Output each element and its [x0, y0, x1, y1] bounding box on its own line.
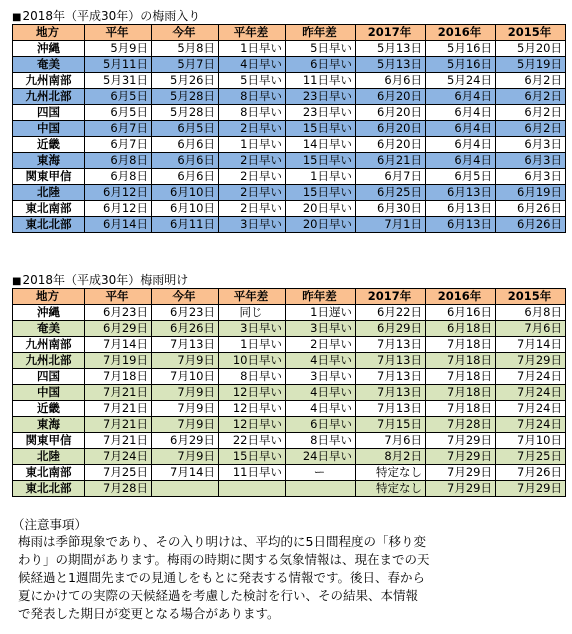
date-cell: 7月28日 [85, 481, 152, 497]
date-cell: 7月24日 [496, 385, 566, 401]
date-cell: 7月29日 [426, 449, 496, 465]
region-cell: 北陸 [13, 449, 85, 465]
date-cell: 6月25日 [356, 185, 426, 201]
region-cell: 東北南部 [13, 201, 85, 217]
date-cell: 6月7日 [85, 137, 152, 153]
date-cell: 6月7日 [356, 169, 426, 185]
date-cell: 12日早い [219, 385, 286, 401]
date-cell: 7月29日 [496, 353, 566, 369]
date-cell: 6月8日 [85, 153, 152, 169]
date-cell: 7月18日 [426, 369, 496, 385]
date-cell: 6月26日 [496, 201, 566, 217]
date-cell: 7月14日 [152, 465, 219, 481]
date-cell: 6月3日 [496, 153, 566, 169]
date-cell: 7月24日 [85, 449, 152, 465]
date-cell: 7月14日 [496, 337, 566, 353]
date-cell: 6月12日 [85, 201, 152, 217]
table-row [13, 217, 566, 233]
date-cell: 6月4日 [426, 137, 496, 153]
date-cell: 22日早い [219, 433, 286, 449]
date-cell: 15日早い [286, 121, 356, 137]
date-cell: 1日早い [219, 137, 286, 153]
column-header: 平年差 [219, 289, 286, 305]
date-cell: 7月18日 [426, 401, 496, 417]
notes-line: 候経過と1週間先までの見通しをもとに発表する情報です。後日、春から [18, 570, 425, 585]
date-cell: 7月13日 [356, 353, 426, 369]
date-cell: 7月10日 [496, 433, 566, 449]
region-cell: 関東甲信 [13, 169, 85, 185]
date-cell: 6月2日 [496, 105, 566, 121]
notes-line: 夏にかけての実際の天候経過を考慮した検討を行い、その結果、本情報 [18, 588, 419, 603]
date-cell: 2日早い [219, 185, 286, 201]
date-cell: 7月29日 [426, 481, 496, 497]
table-row [13, 89, 566, 105]
date-cell: 1日早い [286, 169, 356, 185]
date-cell: 1日早い [219, 337, 286, 353]
date-cell: 7月18日 [426, 353, 496, 369]
date-cell: 7月18日 [426, 385, 496, 401]
date-cell: 6月4日 [426, 89, 496, 105]
date-cell: 8月2日 [356, 449, 426, 465]
date-cell: 6月4日 [426, 121, 496, 137]
date-cell: 6月29日 [356, 321, 426, 337]
date-cell: 6月30日 [356, 201, 426, 217]
date-cell: 6月2日 [496, 121, 566, 137]
date-cell: 3日早い [219, 217, 286, 233]
column-header: 平年 [85, 289, 152, 305]
region-cell: 四国 [13, 369, 85, 385]
region-cell: 四国 [13, 105, 85, 121]
date-cell: 6月19日 [496, 185, 566, 201]
date-cell: 6月20日 [356, 137, 426, 153]
date-cell: 8日早い [286, 433, 356, 449]
date-cell: 6月6日 [152, 153, 219, 169]
date-cell: 8日早い [219, 89, 286, 105]
table-row [13, 337, 566, 353]
date-cell: 5月8日 [152, 41, 219, 57]
rainy-season-start-section [12, 8, 565, 233]
date-cell: 6月10日 [152, 185, 219, 201]
date-cell: 6月13日 [426, 201, 496, 217]
region-cell: 九州北部 [13, 89, 85, 105]
date-cell: 7月13日 [356, 385, 426, 401]
date-cell: 6月21日 [356, 153, 426, 169]
rainy-season-end-title-text: 2018年（平成30年）梅雨明け [22, 273, 189, 287]
date-cell: 7月6日 [496, 321, 566, 337]
date-cell: 6月7日 [85, 121, 152, 137]
date-cell: 6月6日 [356, 73, 426, 89]
date-cell: 7月13日 [152, 337, 219, 353]
date-cell: 6月14日 [85, 217, 152, 233]
region-cell: 九州南部 [13, 73, 85, 89]
date-cell: 5月7日 [152, 57, 219, 73]
date-cell: 6月23日 [85, 305, 152, 321]
date-cell: 7月29日 [426, 465, 496, 481]
region-cell: 奄美 [13, 321, 85, 337]
date-cell: 7月9日 [152, 449, 219, 465]
date-cell: 8日早い [219, 369, 286, 385]
date-cell: 15日早い [286, 185, 356, 201]
column-header: 2015年 [496, 289, 566, 305]
date-cell: 1日早い [219, 41, 286, 57]
table-row [13, 369, 566, 385]
date-cell: 5月31日 [85, 73, 152, 89]
table-row [13, 169, 566, 185]
date-cell: 6月5日 [152, 121, 219, 137]
date-cell: 7月15日 [356, 417, 426, 433]
date-cell: 6月5日 [426, 169, 496, 185]
date-cell: 11日早い [219, 465, 286, 481]
date-cell: 6月3日 [496, 169, 566, 185]
square-bullet-icon: ■ [12, 12, 22, 23]
date-cell: 2日早い [219, 153, 286, 169]
date-cell: 7月28日 [426, 417, 496, 433]
date-cell: 7月13日 [356, 369, 426, 385]
date-cell: 4日早い [286, 385, 356, 401]
date-cell: 3日早い [219, 321, 286, 337]
date-cell: 7月9日 [152, 385, 219, 401]
date-cell: 7月9日 [152, 417, 219, 433]
date-cell: 7月13日 [356, 401, 426, 417]
notes-header: （注意事項） [12, 517, 88, 532]
date-cell: 6月6日 [152, 137, 219, 153]
date-cell: 7月21日 [85, 417, 152, 433]
date-cell: 7月13日 [356, 337, 426, 353]
date-cell: 6月4日 [426, 153, 496, 169]
region-cell: 中国 [13, 385, 85, 401]
table-row [13, 321, 566, 337]
date-cell [286, 481, 356, 497]
date-cell: 23日早い [286, 89, 356, 105]
date-cell: 14日早い [286, 137, 356, 153]
date-cell: 7月29日 [426, 433, 496, 449]
date-cell: 6日早い [286, 417, 356, 433]
date-cell: 6月22日 [356, 305, 426, 321]
date-cell: 3日早い [286, 321, 356, 337]
column-header: 2017年 [356, 289, 426, 305]
table-header-row [13, 289, 566, 305]
date-cell: 7月24日 [496, 401, 566, 417]
date-cell: 2日早い [286, 337, 356, 353]
date-cell: 7月18日 [426, 337, 496, 353]
date-cell: 6月23日 [152, 305, 219, 321]
date-cell: 6月13日 [426, 185, 496, 201]
date-cell: 8日早い [219, 105, 286, 121]
table-row [13, 353, 566, 369]
column-header: 地方 [13, 289, 85, 305]
date-cell: 5月26日 [152, 73, 219, 89]
date-cell: 6月8日 [496, 305, 566, 321]
date-cell: 6月4日 [426, 105, 496, 121]
date-cell: 特定なし [356, 465, 426, 481]
date-cell: 5月19日 [496, 57, 566, 73]
date-cell: 10日早い [219, 353, 286, 369]
date-cell: 7月25日 [496, 449, 566, 465]
column-header: 2016年 [426, 25, 496, 41]
date-cell: 6月2日 [496, 73, 566, 89]
date-cell: 6月29日 [85, 321, 152, 337]
date-cell: 7月21日 [85, 401, 152, 417]
date-cell: 1日遅い [286, 305, 356, 321]
column-header: 2017年 [356, 25, 426, 41]
date-cell: 6月6日 [152, 169, 219, 185]
date-cell: 20日早い [286, 201, 356, 217]
date-cell: 7月21日 [85, 433, 152, 449]
date-cell: 24日早い [286, 449, 356, 465]
date-cell: 5月20日 [496, 41, 566, 57]
table-row [13, 201, 566, 217]
date-cell: 20日早い [286, 217, 356, 233]
region-cell: 奄美 [13, 57, 85, 73]
rainy-season-end-section [12, 272, 565, 497]
date-cell: 特定なし [356, 481, 426, 497]
date-cell: 7月21日 [85, 385, 152, 401]
rainy-season-start-title [12, 8, 565, 24]
date-cell: 6月3日 [496, 137, 566, 153]
date-cell: 6月12日 [85, 185, 152, 201]
rainy-season-start-table [12, 24, 566, 233]
square-bullet-icon: ■ [12, 276, 22, 287]
table-row [13, 305, 566, 321]
date-cell: 2日早い [219, 121, 286, 137]
column-header: 2015年 [496, 25, 566, 41]
date-cell: 5月16日 [426, 57, 496, 73]
date-cell: 7月1日 [356, 217, 426, 233]
date-cell: 5日早い [286, 41, 356, 57]
region-cell: 関東甲信 [13, 433, 85, 449]
date-cell: 6月8日 [85, 169, 152, 185]
date-cell: 15日早い [219, 449, 286, 465]
region-cell: 中国 [13, 121, 85, 137]
date-cell: 6月11日 [152, 217, 219, 233]
table-row [13, 121, 566, 137]
table-row [13, 57, 566, 73]
region-cell: 東北南部 [13, 465, 85, 481]
date-cell: 4日早い [219, 57, 286, 73]
date-cell: 6月26日 [496, 217, 566, 233]
table-row [13, 385, 566, 401]
date-cell: 7月6日 [356, 433, 426, 449]
table-row [13, 73, 566, 89]
region-cell: 近畿 [13, 137, 85, 153]
table-row [13, 433, 566, 449]
date-cell: 3日早い [286, 369, 356, 385]
region-cell: 東海 [13, 153, 85, 169]
date-cell: 4日早い [286, 353, 356, 369]
date-cell: 6月2日 [496, 89, 566, 105]
date-cell: 5月24日 [426, 73, 496, 89]
column-header: 昨年差 [286, 289, 356, 305]
rainy-season-end-title [12, 272, 565, 288]
date-cell: 6月18日 [426, 321, 496, 337]
date-cell: 6月16日 [426, 305, 496, 321]
region-cell: 沖縄 [13, 41, 85, 57]
notes-line: わり」の期間があります。梅雨の時期に関する気象情報は、現在までの天 [18, 552, 430, 567]
date-cell: 6月29日 [152, 433, 219, 449]
column-header: 地方 [13, 25, 85, 41]
date-cell [219, 481, 286, 497]
notes-line: で発表した期日が変更となる場合があります。 [18, 606, 280, 621]
date-cell: 12日早い [219, 401, 286, 417]
date-cell: 15日早い [286, 153, 356, 169]
date-cell: 2日早い [219, 201, 286, 217]
region-cell: 東北北部 [13, 217, 85, 233]
column-header: 今年 [152, 289, 219, 305]
region-cell: 九州南部 [13, 337, 85, 353]
table-row [13, 465, 566, 481]
date-cell: 7月29日 [496, 481, 566, 497]
date-cell: 5月28日 [152, 89, 219, 105]
table-row [13, 153, 566, 169]
table-row [13, 401, 566, 417]
date-cell: 7月24日 [496, 417, 566, 433]
date-cell: 23日早い [286, 105, 356, 121]
column-header: 平年差 [219, 25, 286, 41]
date-cell: 7月25日 [85, 465, 152, 481]
date-cell: 6月13日 [426, 217, 496, 233]
date-cell: 6月10日 [152, 201, 219, 217]
notes-line: 梅雨は季節現象であり、その入り明けは、平均的に5日間程度の「移り変 [18, 534, 426, 549]
date-cell: 5月11日 [85, 57, 152, 73]
date-cell: 7月19日 [85, 353, 152, 369]
date-cell: 7月9日 [152, 353, 219, 369]
notes-body [12, 533, 562, 623]
region-cell: 近畿 [13, 401, 85, 417]
date-cell: 7月24日 [496, 369, 566, 385]
date-cell: 12日早い [219, 417, 286, 433]
column-header: 平年 [85, 25, 152, 41]
date-cell: 6月5日 [85, 89, 152, 105]
table-row [13, 137, 566, 153]
date-cell: 6月20日 [356, 89, 426, 105]
date-cell: 7月18日 [85, 369, 152, 385]
table-row [13, 105, 566, 121]
date-cell: 5月28日 [152, 105, 219, 121]
region-cell: 東海 [13, 417, 85, 433]
region-cell: 九州北部 [13, 353, 85, 369]
region-cell: 東北北部 [13, 481, 85, 497]
date-cell [152, 481, 219, 497]
date-cell: 5日早い [219, 73, 286, 89]
rainy-season-end-table [12, 288, 566, 497]
column-header: 昨年差 [286, 25, 356, 41]
date-cell: 6月26日 [152, 321, 219, 337]
table-row [13, 481, 566, 497]
date-cell: 7月26日 [496, 465, 566, 481]
table-row [13, 449, 566, 465]
date-cell: 7月10日 [152, 369, 219, 385]
date-cell: 5月13日 [356, 41, 426, 57]
table-row [13, 185, 566, 201]
date-cell: 2日早い [219, 169, 286, 185]
notes-section [12, 517, 562, 623]
rainy-season-start-title-text: 2018年（平成30年）の梅雨入り [22, 9, 201, 23]
date-cell: 6日早い [286, 57, 356, 73]
table-row [13, 417, 566, 433]
date-cell: 5月16日 [426, 41, 496, 57]
table-header-row [13, 25, 566, 41]
date-cell: 11日早い [286, 73, 356, 89]
date-cell: 6月20日 [356, 105, 426, 121]
date-cell: 7月14日 [85, 337, 152, 353]
date-cell: 6月20日 [356, 121, 426, 137]
column-header: 今年 [152, 25, 219, 41]
date-cell: ー [286, 465, 356, 481]
date-cell: 5月9日 [85, 41, 152, 57]
date-cell: 5月13日 [356, 57, 426, 73]
date-cell: 6月5日 [85, 105, 152, 121]
region-cell: 北陸 [13, 185, 85, 201]
date-cell: 同じ [219, 305, 286, 321]
date-cell: 7月9日 [152, 401, 219, 417]
table-row [13, 41, 566, 57]
region-cell: 沖縄 [13, 305, 85, 321]
date-cell: 4日早い [286, 401, 356, 417]
column-header: 2016年 [426, 289, 496, 305]
